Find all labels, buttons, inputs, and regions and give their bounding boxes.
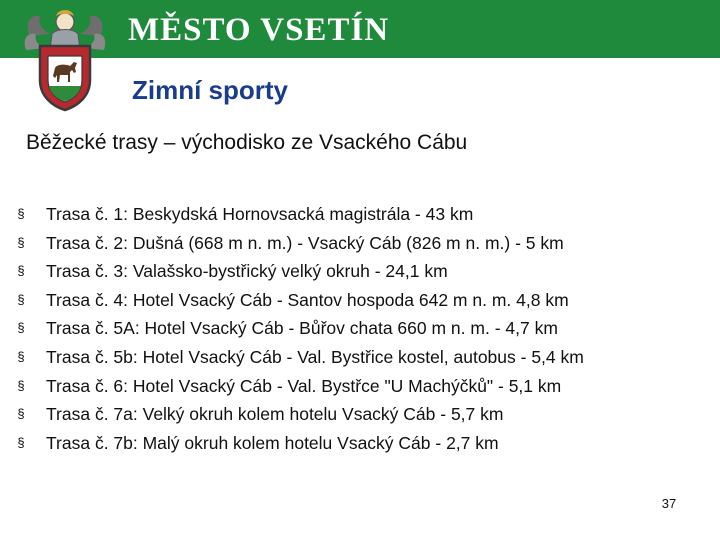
- list-item: [14, 429, 704, 458]
- bullet-icon: §: [17, 263, 25, 279]
- bullet-icon: §: [17, 206, 25, 221]
- bullet-icon: §: [17, 234, 25, 250]
- trail-text: Trasa č. 5b: Hotel Vsacký Cáb - Val. Bystřice kostel, autobus - 5,4 km: [46, 346, 584, 367]
- page-number: 37: [661, 496, 677, 511]
- trail-text: Trasa č. 6: Hotel Vsacký Cáb - Val. Bystřce "U Machýčků" - 5,1 km: [46, 375, 562, 396]
- list-item: [14, 229, 704, 258]
- bullet-icon: §: [17, 406, 25, 422]
- bullet-icon: §: [17, 434, 25, 450]
- slide-subtitle: Běžecké trasy – východisko ze Vsackého Cábu: [26, 131, 468, 154]
- trail-text: Trasa č. 5A: Hotel Vsacký Cáb - Bůřov chata 660 m n. m. - 4,7 km: [46, 318, 558, 339]
- trail-list: [14, 200, 704, 457]
- header-title: MĚSTO VSETÍN: [128, 12, 390, 48]
- list-item: [14, 372, 704, 401]
- trail-text: Trasa č. 3: Valašsko-bystřický velký okruh - 24,1 km: [46, 261, 448, 282]
- trail-text: Trasa č. 7a: Velký okruh kolem hotelu Vsacký Cáb - 5,7 km: [46, 404, 504, 425]
- trail-text: Trasa č. 7b: Malý okruh kolem hotelu Vsacký Cáb - 2,7 km: [46, 432, 499, 453]
- bullet-icon: §: [17, 348, 25, 364]
- bullet-icon: §: [17, 320, 25, 336]
- bullet-icon: §: [17, 291, 25, 307]
- list-item: [14, 343, 704, 372]
- trail-text: Trasa č. 1: Beskydská Hornovsacká magistrála - 43 km: [46, 204, 474, 224]
- slide-title: Zimní sporty: [132, 75, 289, 105]
- town-coat-of-arms-icon: [22, 6, 108, 112]
- list-item: [14, 200, 704, 229]
- bullet-icon: §: [17, 377, 25, 393]
- list-item: [14, 400, 704, 429]
- list-item: [14, 257, 704, 286]
- list-item: [14, 314, 704, 343]
- list-item: [14, 286, 704, 315]
- trail-text: Trasa č. 2: Dušná (668 m n. m.) - Vsacký Cáb (826 m n. m.) - 5 km: [46, 232, 564, 253]
- trail-text: Trasa č. 4: Hotel Vsacký Cáb - Santov hospoda 642 m n. m. 4,8 km: [46, 289, 569, 310]
